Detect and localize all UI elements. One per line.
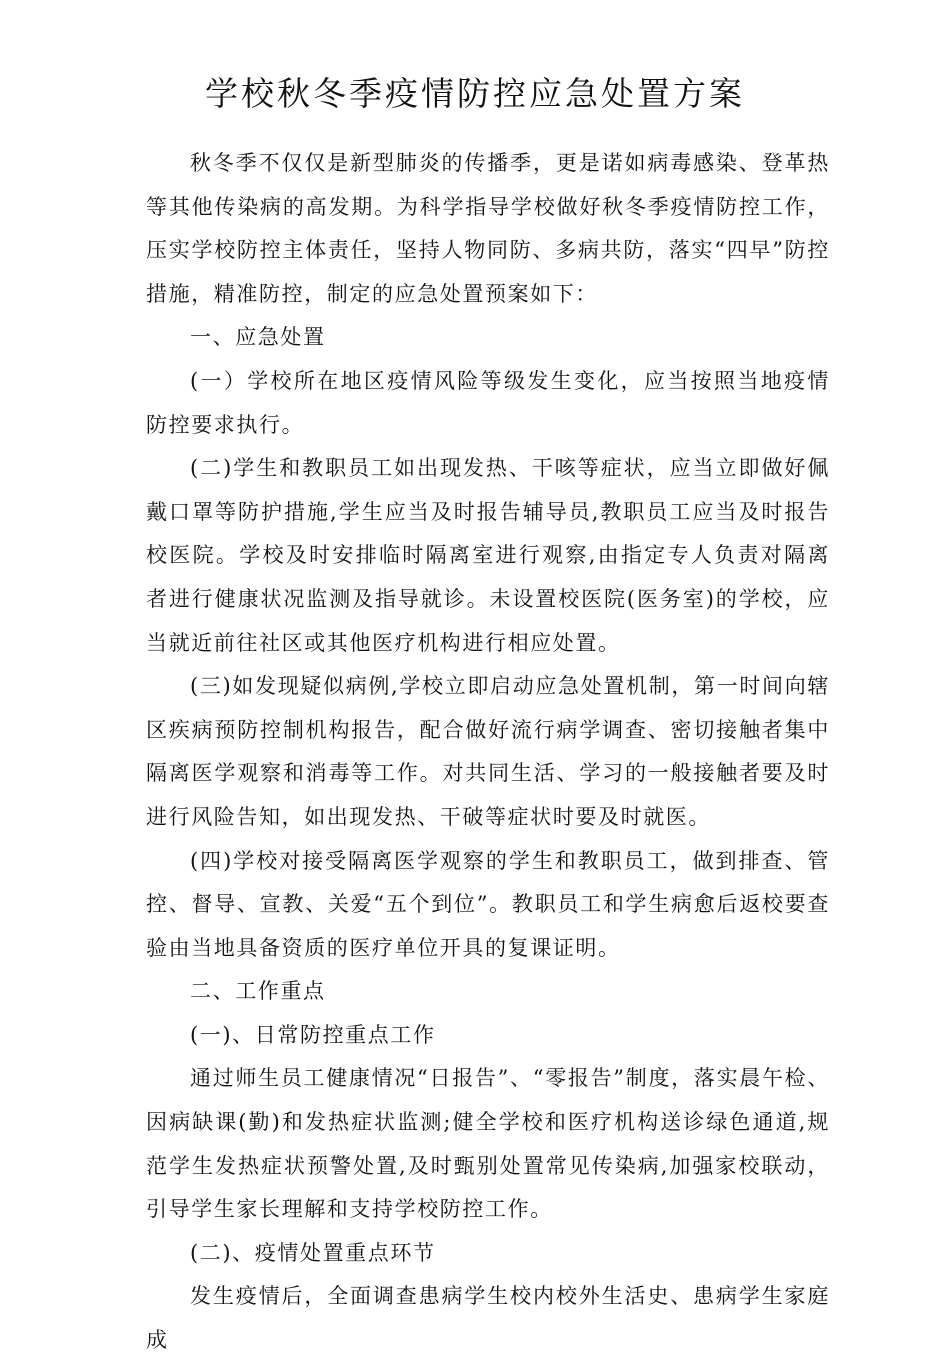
paragraph-item-3: (三)如发现疑似病例,学校立即启动应急处置机制，第一时间向辖区疾病预防控制机构报告，配合做好流行病学调查、密切接触者集中隔离医学观察和消毒等工作。对共同生活、学习的一般接触者要及时进行风险告知，如出现发热、干破等症状时要及时就医。 xyxy=(146,674,830,829)
section-heading-focus: 二、工作重点 xyxy=(190,979,326,1004)
paragraph-item-4: (四)学校对接受隔离医学观察的学生和教职员工，做到排查、管控、督导、宣教、关爱“五个到位”。教职员工和学生病愈后返校要查验由当地具备资质的医疗单位开具的复课证明。 xyxy=(146,848,830,960)
paragraph-outbreak: 发生疫情后，全面调查患病学生校内校外生活史、患病学生家庭成 xyxy=(146,1284,830,1353)
intro-paragraph: 秋冬季不仅仅是新型肺炎的传播季，更是诺如病毒感染、登革热等其他传染病的高发期。为科学指导学校做好秋冬季疫情防控工作，压实学校防控主体责任，坚持人物同防、多病共防，落实“四早”防控措施，精准防控，制定的应急处置预案如下： xyxy=(146,151,830,306)
subheading-daily: (一)、日常防控重点工作 xyxy=(190,1022,436,1047)
paragraph-item-2: (二)学生和教职员工如出现发热、干咳等症状，应当立即做好佩戴口罩等防护措施,学生应当及时报告辅导员,教职员工应当及时报告校医院。学校及时安排临时隔离室进行观察,由指定专人负责对隔离者进行健康状况监测及指导就诊。未设置校医院(医务室)的学校，应当就近前往社区或其他医疗机构进行相应处置。 xyxy=(146,456,830,655)
document-title: 学校秋冬季疫情防控应急处置方案 xyxy=(205,74,745,113)
document-body xyxy=(146,142,830,1363)
subheading-outbreak: (二)、疫情处置重点环节 xyxy=(190,1240,436,1265)
paragraph-daily: 通过师生员工健康情况“日报告”、“零报告”制度，落实晨午检、因病缺课(勤)和发热症状监测;健全学校和医疗机构送诊绿色通道,规范学生发热症状预警处置,及时甄别处置常见传染病,加强家校联动，引导学生家长理解和支持学校防控工作。 xyxy=(146,1066,830,1222)
section-heading-emergency: 一、应急处置 xyxy=(190,325,326,350)
paragraph-item-1: (一）学校所在地区疫情风险等级发生变化，应当按照当地疫情防控要求执行。 xyxy=(146,368,830,437)
